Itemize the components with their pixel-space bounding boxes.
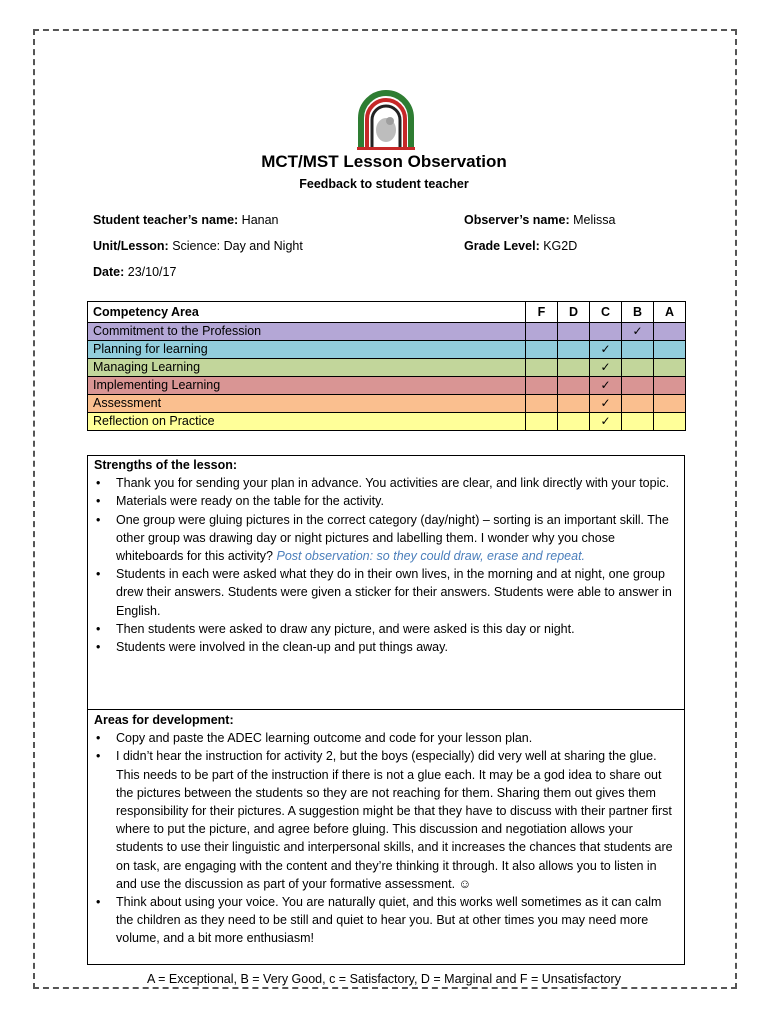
grade-cell-d	[558, 395, 590, 413]
competency-row	[88, 377, 686, 395]
grading-legend: A = Exceptional, B = Very Good, c = Satisfactory, D = Marginal and F = Unsatisfactory	[147, 972, 621, 986]
grade-cell-b	[622, 341, 654, 359]
competency-table	[87, 301, 686, 431]
strength-item: • Materials were ready on the table for the activity.	[116, 492, 678, 510]
grade-cell-f	[526, 323, 558, 341]
checkmark-icon: ✓	[600, 342, 611, 356]
grade-level-label: Grade Level:	[464, 239, 540, 253]
grade-cell-b	[622, 395, 654, 413]
grade-cell-f	[526, 359, 558, 377]
grade-header-b: B	[622, 302, 654, 323]
grade-cell-b	[622, 377, 654, 395]
grade-cell-a	[654, 359, 686, 377]
student-name-label: Student teacher’s name:	[93, 213, 239, 227]
competency-label: Implementing Learning	[88, 377, 526, 395]
grade-cell-f	[526, 413, 558, 431]
school-logo	[353, 90, 419, 152]
development-item: • Copy and paste the ADEC learning outcome and code for your lesson plan.	[116, 729, 678, 747]
strengths-heading: Strengths of the lesson:	[94, 458, 238, 472]
checkmark-icon: ✓	[600, 414, 611, 428]
grade-cell-f	[526, 341, 558, 359]
grade-cell-a	[654, 395, 686, 413]
date-label: Date:	[93, 265, 125, 279]
competency-row	[88, 341, 686, 359]
grade-header-d: D	[558, 302, 590, 323]
strength-item: • Then students were asked to draw any picture, and were asked is this day or night.	[116, 620, 678, 638]
grade-cell-a	[654, 413, 686, 431]
strength-item: • Students in each were asked what they do in their own lives, in the morning and at night, one group drew their answers. Students were given a sticker for their answers. Students were able to answer in English.	[116, 565, 678, 620]
unit-lesson-field	[93, 239, 303, 253]
competency-label: Managing Learning	[88, 359, 526, 377]
competency-row	[88, 359, 686, 377]
competency-row	[88, 323, 686, 341]
grade-cell-c	[590, 395, 622, 413]
post-observation-note: Post observation: so they could draw, erase and repeat.	[276, 549, 586, 564]
checkmark-icon: ✓	[632, 324, 643, 338]
grade-cell-d	[558, 413, 590, 431]
strength-item: • Thank you for sending your plan in advance. You activities are clear, and link directly with your topic.	[116, 474, 678, 492]
development-item: • Think about using your voice. You are naturally quiet, and this works well sometimes as it can calm the children as they need to be still and quiet to hear you. But at other times you may need more volume, and a bit more enthusiasm!	[116, 893, 678, 948]
grade-cell-a	[654, 341, 686, 359]
grade-cell-c	[590, 341, 622, 359]
grade-cell-d	[558, 323, 590, 341]
grade-cell-c	[590, 413, 622, 431]
observer-name-field	[464, 213, 615, 227]
observer-name-value: Melissa	[573, 213, 616, 227]
competency-row	[88, 413, 686, 431]
grade-cell-c	[590, 359, 622, 377]
competency-label: Commitment to the Profession	[88, 323, 526, 341]
grade-cell-f	[526, 377, 558, 395]
student-name-value: Hanan	[241, 213, 279, 227]
grade-cell-d	[558, 341, 590, 359]
grade-cell-b	[622, 359, 654, 377]
competency-row	[88, 395, 686, 413]
page-title: MCT/MST Lesson Observation	[261, 152, 507, 171]
checkmark-icon: ✓	[600, 378, 611, 392]
page-subtitle: Feedback to student teacher	[299, 177, 469, 191]
checkmark-icon: ✓	[600, 396, 611, 410]
grade-header-a: A	[654, 302, 686, 323]
grade-cell-f	[526, 395, 558, 413]
strengths-section	[87, 455, 685, 710]
development-section	[87, 709, 685, 965]
grade-cell-d	[558, 359, 590, 377]
grade-level-value: KG2D	[543, 239, 578, 253]
competency-label: Assessment	[88, 395, 526, 413]
grade-header-f: F	[526, 302, 558, 323]
date-field	[93, 265, 176, 279]
strength-item-text: One group were gluing pictures in the correct category (day/night) – sorting is an important skill. The other group was drawing day or night pictures and labelling them. I wonder why you chose whiteboards for this activity?	[116, 512, 669, 564]
competency-header-row	[88, 302, 686, 323]
grade-cell-b	[622, 413, 654, 431]
grade-level-field	[464, 239, 577, 253]
observer-name-label: Observer’s name:	[464, 213, 570, 227]
competency-label: Reflection on Practice	[88, 413, 526, 431]
grade-cell-b	[622, 323, 654, 341]
grade-cell-c	[590, 323, 622, 341]
development-item: • I didn’t hear the instruction for activity 2, but the boys (especially) did very well at sharing the glue. This needs to be part of the instruction if there is not a glue each. It may be a god idea to share out the pictures between the students so they are not reaching for them. Sharing them out gives them responsibility for their pictures. A suggestion might be that they have to discuss with their partner first where to put the picture, and agree before gluing. This discussion and negotiation allows your students to use their linguistic and interpersonal skills, and it increases the chances that students are on task, are engaging with the content and they’re thinking it through. It also allows you to listen in and use the discussion as part of your formative assessment. ☺	[116, 747, 678, 893]
unit-lesson-label: Unit/Lesson:	[93, 239, 169, 253]
grade-cell-a	[654, 377, 686, 395]
checkmark-icon: ✓	[600, 360, 611, 374]
date-value: 23/10/17	[127, 265, 177, 279]
strength-item: • Students were involved in the clean-up and put things away.	[116, 638, 678, 656]
grade-cell-a	[654, 323, 686, 341]
grade-cell-d	[558, 377, 590, 395]
competency-label: Planning for learning	[88, 341, 526, 359]
strength-item	[116, 511, 678, 566]
development-heading: Areas for development:	[94, 713, 234, 727]
grade-cell-c	[590, 377, 622, 395]
competency-area-header: Competency Area	[88, 302, 526, 323]
grade-header-c: C	[590, 302, 622, 323]
unit-lesson-value: Science: Day and Night	[172, 239, 303, 253]
student-name-field	[93, 213, 279, 227]
